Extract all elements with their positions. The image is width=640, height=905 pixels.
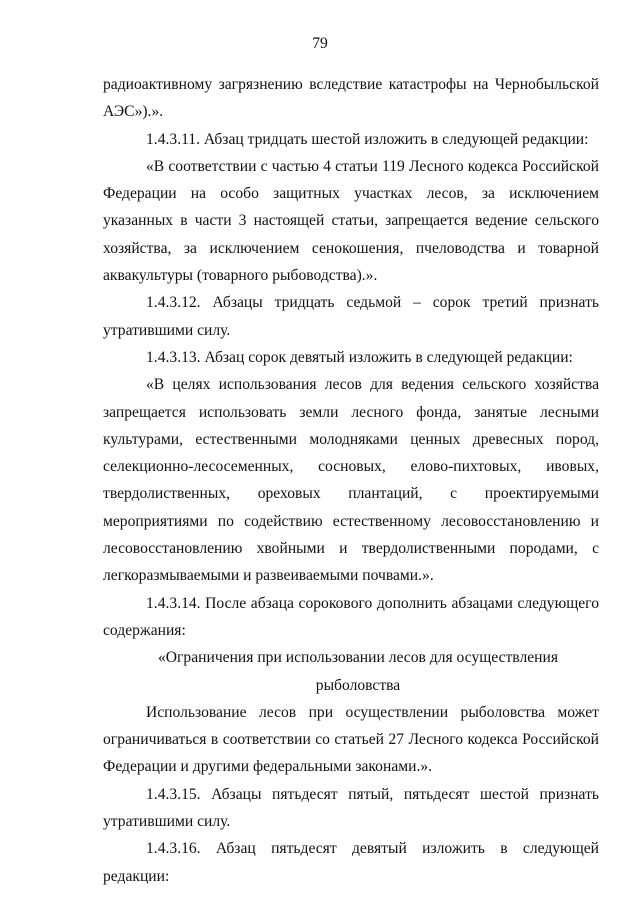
paragraph-1-4-3-14: 1.4.3.14. После абзаца сорокового дополнить абзацами следующего содержания: [103,594,599,639]
section-heading-fishing [103,644,599,699]
paragraph-1-4-3-15: 1.4.3.15. Абзацы пятьдесят пятый, пятьдесят шестой признать утратившими силу. [103,785,599,831]
paragraph-1-4-3-11: 1.4.3.11. Абзац тридцать шестой изложить в следующей редакции: [146,130,589,148]
heading-line-1: «Ограничения при использовании лесов для осуществления [157,649,559,667]
paragraph-fishing-usage: Использование лесов при осуществлении рыболовства может ограничиваться в соответствии со статьей 27 Лесного кодекса Российской Федерации и другими федеральными законами.». [103,703,599,776]
paragraph-quote-agriculture: «В целях использования лесов для ведения сельского хозяйства запрещается использовать земли лесного фонда, занятые лесными культурами, естественными молодняками ценных древесных пород, селекционно-лесосеменных, сосновых, елово-пихтовых, ивовых, твердолиственных, ореховых плантаций, с проектируемыми мероприятиями по содействию естественному лесовосстановлению и лесовосстановлению хвойными и твердолиственными породами, с легкоразмываемыми и развеиваемыми почвами.». [103,376,599,585]
paragraph-quote-article-119: «В соответствии с частью 4 статьи 119 Лесного кодекса Российской Федерации на особо защитных участках лесов, за исключением указанных в части 3 настоящей статьи, запрещается ведение сельского хозяйства, за исключением сенокошения, пчеловодства и товарной аквакультуры (товарного рыбоводства).». [103,157,599,285]
page-number: 79 [312,35,328,52]
paragraph-1-4-3-13: 1.4.3.13. Абзац сорок девятый изложить в следующей редакции: [146,348,573,366]
paragraph-continuation: радиоактивному загрязнению вследствие катастрофы на Чернобыльской АЭС»).». [103,76,599,121]
heading-line-2: рыболовства [315,676,401,694]
paragraph-1-4-3-16: 1.4.3.16. Абзац пятьдесят девятый изложить в следующей редакции: [103,840,599,885]
document-body [103,71,599,890]
paragraph-1-4-3-12: 1.4.3.12. Абзацы тридцать седьмой – сорок третий признать утратившими силу. [103,294,599,339]
